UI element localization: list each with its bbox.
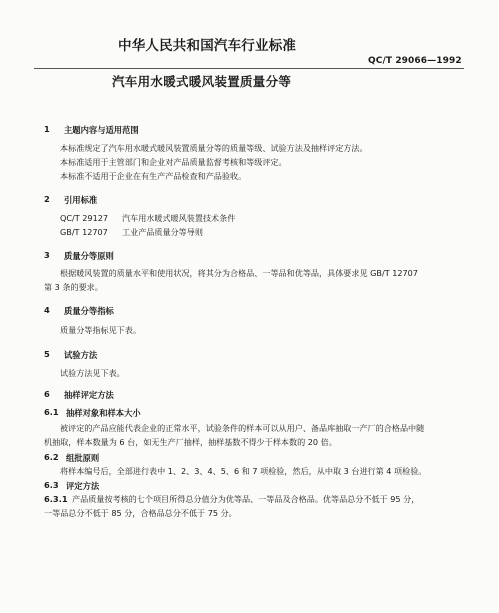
subsection-6-2-line-1: 将样本编号后，全部进行表中 1、2、3、4、5、6 和 7 项检验，然后，从中取 3 台进行第 4 项检验。: [60, 466, 427, 476]
section-1-line-2: 本标准适用于主管部门和企业对产品质量监督考核和等级评定。: [60, 157, 287, 167]
section-6-number: 6: [44, 389, 50, 399]
section-5-number: 5: [44, 349, 50, 359]
header-rule: [34, 68, 464, 69]
section-1-number: 1: [44, 124, 50, 134]
subsection-6-1-title: 抽样对象和样本大小: [66, 408, 141, 418]
reference-name-1: 汽车用水暖式暖风装置技术条件: [122, 213, 236, 223]
subsection-6-3-1-line-2: 一等品总分不低于 85 分，合格品总分不低于 75 分。: [44, 508, 237, 518]
section-2-title: 引用标准: [64, 195, 98, 205]
subsection-6-3-1-number: 6.3.1: [44, 494, 68, 504]
section-5-line-1: 试验方法见下表。: [60, 368, 125, 378]
reference-code-1: QC/T 29127: [60, 213, 109, 223]
section-2-number: 2: [44, 194, 50, 204]
subsection-6-1-line-1: 被评定的产品应能代表企业的正常水平，试验条件的样本可以从用户、备品库抽取一产厂的合格品中随: [60, 423, 425, 433]
document-title: 汽车用水暖式暖风装置质量分等: [112, 74, 292, 89]
reference-code-2: GB/T 12707: [60, 227, 108, 237]
subsection-6-2-title: 组批原则: [66, 453, 100, 463]
section-4-line-1: 质量分等指标见下表。: [60, 325, 141, 335]
reference-name-2: 工业产品质量分等导则: [122, 227, 203, 237]
standard-org-title: 中华人民共和国汽车行业标准: [118, 38, 297, 54]
subsection-6-3-number: 6.3: [44, 480, 59, 490]
section-3-line-1: 根据暖风装置的质量水平和使用状况，将其分为合格品、一等品和优等品，具体要求见 GB/T 12707: [60, 268, 418, 278]
subsection-6-1-number: 6.1: [44, 407, 59, 417]
section-3-line-2: 第 3 条的要求。: [44, 282, 103, 292]
standard-code: QC/T 29066—1992: [368, 56, 462, 66]
subsection-6-3-1-line-1: 产品质量按考核的七个项目所得总分值分为优等品、一等品及合格品。优等品总分不低于 95 分，: [72, 494, 420, 504]
section-3-number: 3: [44, 250, 50, 260]
section-6-title: 抽样评定方法: [64, 390, 114, 400]
section-4-title: 质量分等指标: [64, 306, 114, 316]
section-1-title: 主题内容与适用范围: [64, 125, 139, 135]
section-1-line-3: 本标准不适用于企业在有生产产品检查和产品验收。: [60, 171, 247, 181]
subsection-6-2-number: 6.2: [44, 452, 59, 462]
subsection-6-3-title: 评定方法: [66, 481, 100, 491]
subsection-6-1-line-2: 机抽取，样本数量为 6 台，如无生产厂抽样，抽样基数不得少于样本数的 20 倍。: [44, 437, 337, 447]
section-4-number: 4: [44, 305, 50, 315]
section-1-line-1: 本标准规定了汽车用水暖式暖风装置质量分等的质量等级、试验方法及抽样评定方法。: [60, 143, 368, 153]
section-5-title: 试验方法: [64, 350, 98, 360]
section-3-title: 质量分等原则: [64, 251, 114, 261]
